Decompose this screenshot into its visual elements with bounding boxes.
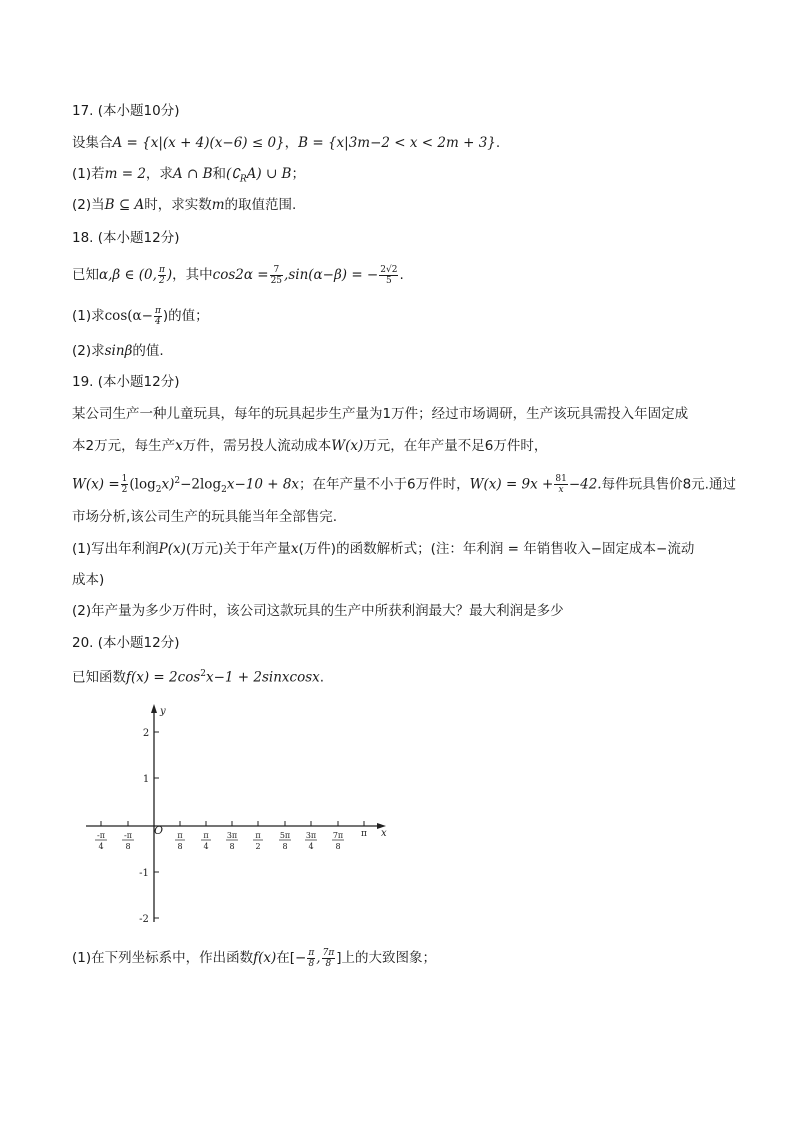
origin-label: O (154, 824, 164, 837)
svg-text:π: π (203, 831, 209, 840)
svg-text:4: 4 (98, 842, 104, 851)
q20-given: 已知函数$f(x) = 2\cos^2x-1$ + 2sinxcosx. (72, 669, 325, 686)
x-tick-pi (361, 821, 367, 839)
y-axis-arrow (151, 704, 157, 713)
svg-text:-π: -π (97, 831, 105, 840)
q19-line2: 本2万元，每生产x万件，需另投人流动成本W(x)万元，在年产量不足6万件时， (72, 438, 548, 454)
y-tick-label-2: 2 (142, 728, 150, 739)
svg-text:-π: -π (124, 831, 132, 840)
svg-text:8: 8 (177, 842, 183, 851)
svg-text:8: 8 (125, 842, 131, 851)
q17-heading: 17. (本小题10分) (72, 103, 180, 119)
y-axis-label: y (160, 706, 166, 717)
svg-text:5π: 5π (279, 831, 291, 840)
q19-line4: 市场分析,该公司生产的玩具能当年全部售完. (72, 509, 338, 525)
svg-text:8: 8 (229, 842, 235, 851)
svg-text:3π: 3π (305, 831, 317, 840)
svg-text:4: 4 (308, 842, 314, 851)
q18-heading: 18. (本小题12分) (72, 230, 180, 246)
q20-part1: (1)在下列坐标系中，作出函数f(x)在[− $\frac{\pi}{8}$ , $\frac{7\pi}{8}$ ]上的大致图象； (72, 947, 437, 969)
q19-part1: (1)写出年利润P(x)(万元)关于年产量x(万件)的函数解析式；(注：年利润 = 年销售收入−固定成本−流动 (72, 541, 695, 557)
q18-given: 已知α,β ∈ (0, $\frac{\pi}{2}$ )，其中cos2α = $\frac{7}{25}$ ,sin(α−β) = − $\frac{2√2}{5}$ . (72, 264, 404, 286)
q17-part2: (2)当B ⊆ A时，求实数m的取值范围. (72, 197, 297, 213)
svg-text:π: π (255, 831, 261, 840)
q17-intro: 设集合A = {x|(x + 4)(x−6) ≤ 0}，B = {x|3m−2 < x < 2m + 3}. (72, 135, 501, 151)
q19-line3: W(x) = $\frac{1}{2}$ $(\log_2x)^2-2\log_2x-10 + 8x$；在年产量不小于6万件时，W(x) = 9x + $\frac{81}{x}$ −42.每件玩具售价8元.通过 (72, 474, 736, 496)
svg-text:8: 8 (282, 842, 288, 851)
y-tick-label-neg1: -1 (139, 868, 149, 879)
q20-heading: 20. (本小题12分) (72, 635, 180, 651)
svg-text:π: π (177, 831, 183, 840)
y-tick-label-neg2: -2 (139, 914, 149, 925)
svg-text:7π: 7π (332, 831, 344, 840)
svg-text:3π: 3π (226, 831, 238, 840)
q19-part2: (2)年产量为多少万件时，该公司这款玩具的生产中所获利润最大？最大利润是多少 (72, 603, 564, 619)
q19-heading: 19. (本小题12分) (72, 374, 180, 390)
svg-text:2: 2 (255, 842, 261, 851)
y-tick-label-1: 1 (142, 774, 150, 785)
svg-text:π: π (361, 829, 367, 839)
q19-line1: 某公司生产一种儿童玩具，每年的玩具起步生产量为1万件；经过市场调研，生产该玩具需投入年固定成 (72, 406, 689, 422)
q19-part1-cont: 成本) (72, 572, 105, 588)
svg-text:4: 4 (203, 842, 209, 851)
q17-part1: (1)若m = 2，求A ∩ B和$(∁_RA)$ ∪ B； (72, 166, 305, 185)
coordinate-graph (80, 700, 400, 940)
q18-part1: (1)求cos(α− $\frac{\pi}{4}$ )的值； (72, 305, 209, 327)
q18-part2: (2)求sinβ的值. (72, 343, 164, 359)
svg-text:8: 8 (335, 842, 341, 851)
x-axis-label: x (381, 828, 387, 839)
